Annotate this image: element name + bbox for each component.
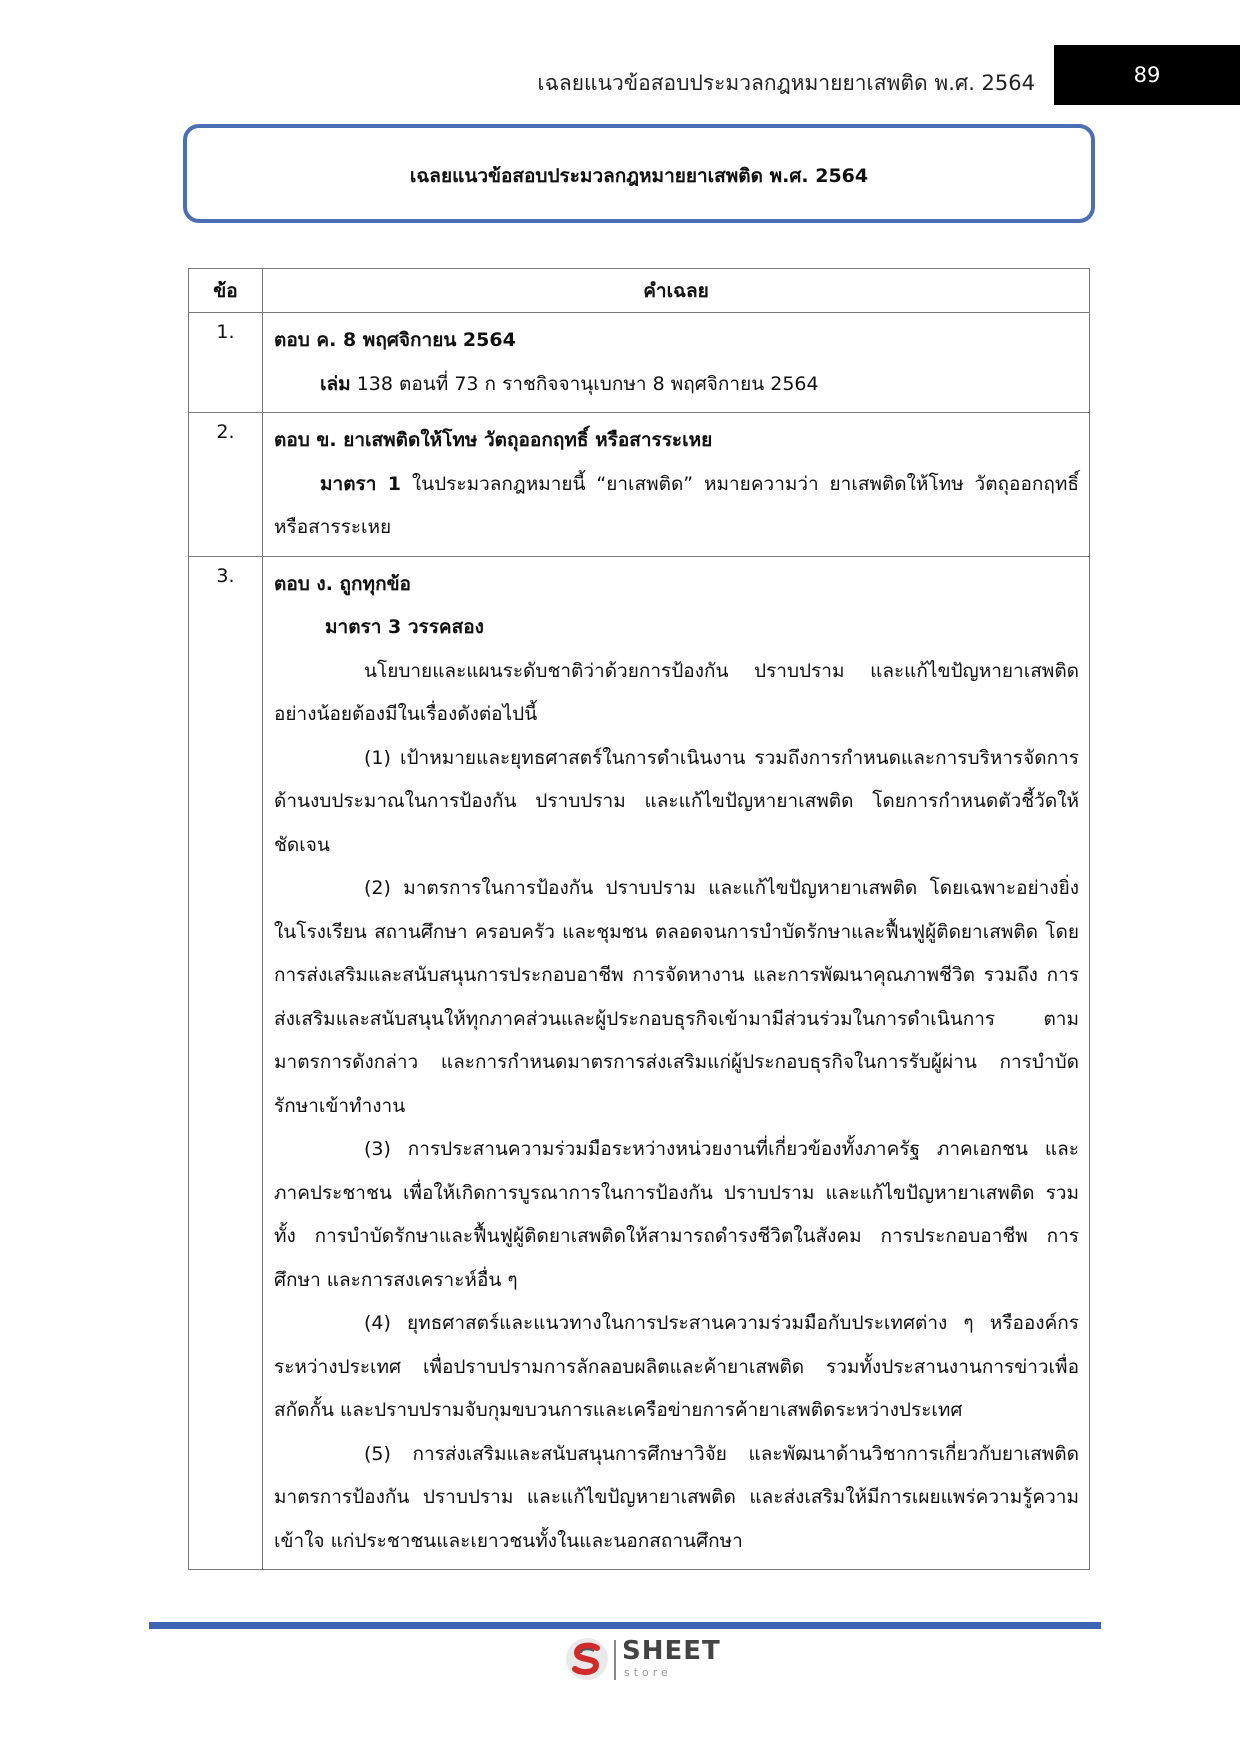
- body-paragraph: (4) ยุทธศาสตร์และแนวทางในการประสานความร่วมมือกับประเทศต่าง ๆ หรือองค์กร ระหว่างประเทศ เพื่อปราบปรามการลักลอบผลิตและค้ายาเสพติด รวมทั้งประสานงานการข่าวเพื่อสกัดกั้น และปราบปรามจับกุมขบวนการและเครือข่ายการค้ายาเสพติดระหว่างประเทศ: [274, 1312, 1079, 1421]
- page-number-box: [1054, 45, 1240, 105]
- page-number: 89: [1133, 63, 1161, 87]
- answer-line: ตอบ ข. ยาเสพติดให้โทษ วัตถุออกฤทธิ์ หรือสารระเหย: [274, 429, 713, 451]
- column-header-number: ข้อ: [189, 269, 263, 313]
- answer-cell: [263, 556, 1090, 1570]
- body-paragraph: (1) เป้าหมายและยุทธศาสตร์ในการดำเนินงาน รวมถึงการกำหนดและการบริหารจัดการ ด้านงบประมาณในการป้องกัน ปราบปราม และแก้ไขปัญหายาเสพติด โดยการกำหนดตัวชี้วัดให้ชัดเจน: [274, 746, 1079, 856]
- answer-cell: [263, 313, 1090, 413]
- title-box: [183, 124, 1095, 223]
- logo-subtext: store: [624, 1666, 672, 1679]
- answer-table: [188, 268, 1090, 1570]
- logo-divider: [614, 1640, 616, 1680]
- body-paragraph: (3) การประสานความร่วมมือระหว่างหน่วยงานที่เกี่ยวข้องทั้งภาครัฐ ภาคเอกชน และ ภาคประชาชน เพื่อให้เกิดการบูรณาการในการป้องกัน ปราบปราม และแก้ไขปัญหายาเสพติด รวมทั้ง การบำบัดรักษาและฟื้นฟูผู้ติดยาเสพติดให้สามารถดำรงชีวิตในสังคม การประกอบอาชีพ การศึกษา และการสงเคราะห์อื่น ๆ: [274, 1138, 1079, 1291]
- reference-text: ในประมวลกฎหมายนี้ “ยาเสพติด” หมายความว่า ยาเสพติดให้โทษ วัตถุออกฤทธิ์ หรือสารระเหย: [274, 472, 1079, 538]
- page-header: [0, 45, 1240, 105]
- row-number: 1.: [189, 313, 263, 413]
- table-header-row: [189, 269, 1090, 313]
- reference-label: เล่ม: [320, 372, 351, 395]
- answer-line: ตอบ ง. ถูกทุกข้อ: [274, 572, 411, 595]
- answer-cell: [263, 413, 1090, 557]
- row-number: 3.: [189, 556, 263, 1570]
- table-row: [189, 556, 1090, 1570]
- table-row: [189, 413, 1090, 557]
- reference-line: [274, 363, 1079, 407]
- row-number: 2.: [189, 413, 263, 557]
- section-heading: มาตรา 3 วรรคสอง: [325, 616, 484, 638]
- running-title: เฉลยแนวข้อสอบประมวลกฎหมายยาเสพติด พ.ศ. 2564: [537, 71, 1035, 95]
- page-title: เฉลยแนวข้อสอบประมวลกฎหมายยาเสพติด พ.ศ. 2564: [409, 165, 869, 187]
- body-paragraph: (2) มาตรการในการป้องกัน ปราบปราม และแก้ไขปัญหายาเสพติด โดยเฉพาะอย่างยิ่ง ในโรงเรียน สถานศึกษา ครอบครัว และชุมชน ตลอดจนการบำบัดรักษาและฟื้นฟูผู้ติดยาเสพติด โดยการส่งเสริมและสนับสนุนการประกอบอาชีพ การจัดหางาน และการพัฒนาคุณภาพชีวิต รวมถึง การส่งเสริมและสนับสนุนให้ทุกภาคส่วนและผู้ประกอบธุรกิจเข้ามามีส่วนร่วมในการดำเนินการ ตามมาตรการดังกล่าว และการกำหนดมาตรการส่งเสริมแก่ผู้ประกอบธุรกิจในการรับผู้ผ่าน การบำบัดรักษาเข้าทำงาน: [274, 877, 1079, 1117]
- footer-rule: [149, 1622, 1101, 1629]
- reference-label: มาตรา 1: [320, 472, 402, 495]
- table-row: [189, 313, 1090, 413]
- body-paragraph: (5) การส่งเสริมและสนับสนุนการศึกษาวิจัย และพัฒนาด้านวิชาการเกี่ยวกับยาเสพติด มาตรการป้องกัน ปราบปราม และแก้ไขปัญหายาเสพติด และส่งเสริมให้มีการเผยแพร่ความรู้ความเข้าใจ แก่ประชาชนและเยาวชนทั้งในและนอกสถานศึกษา: [274, 1442, 1079, 1552]
- column-header-answer: คำเฉลย: [263, 269, 1090, 313]
- reference-text: 138 ตอนที่ 73 ก ราชกิจจานุเบกษา 8 พฤศจิกายน 2564: [350, 372, 819, 395]
- reference-paragraph: [274, 463, 1079, 550]
- sheet-store-logo: [564, 1636, 724, 1684]
- logo-s-mark-icon: [564, 1636, 610, 1682]
- logo-wordmark: SHEET: [622, 1636, 721, 1666]
- body-paragraph: นโยบายและแผนระดับชาติว่าด้วยการป้องกัน ปราบปราม และแก้ไขปัญหายาเสพติด อย่างน้อยต้องมีในเรื่องดังต่อไปนี้: [274, 659, 1079, 725]
- answer-line: ตอบ ค. 8 พฤศจิกายน 2564: [274, 329, 516, 351]
